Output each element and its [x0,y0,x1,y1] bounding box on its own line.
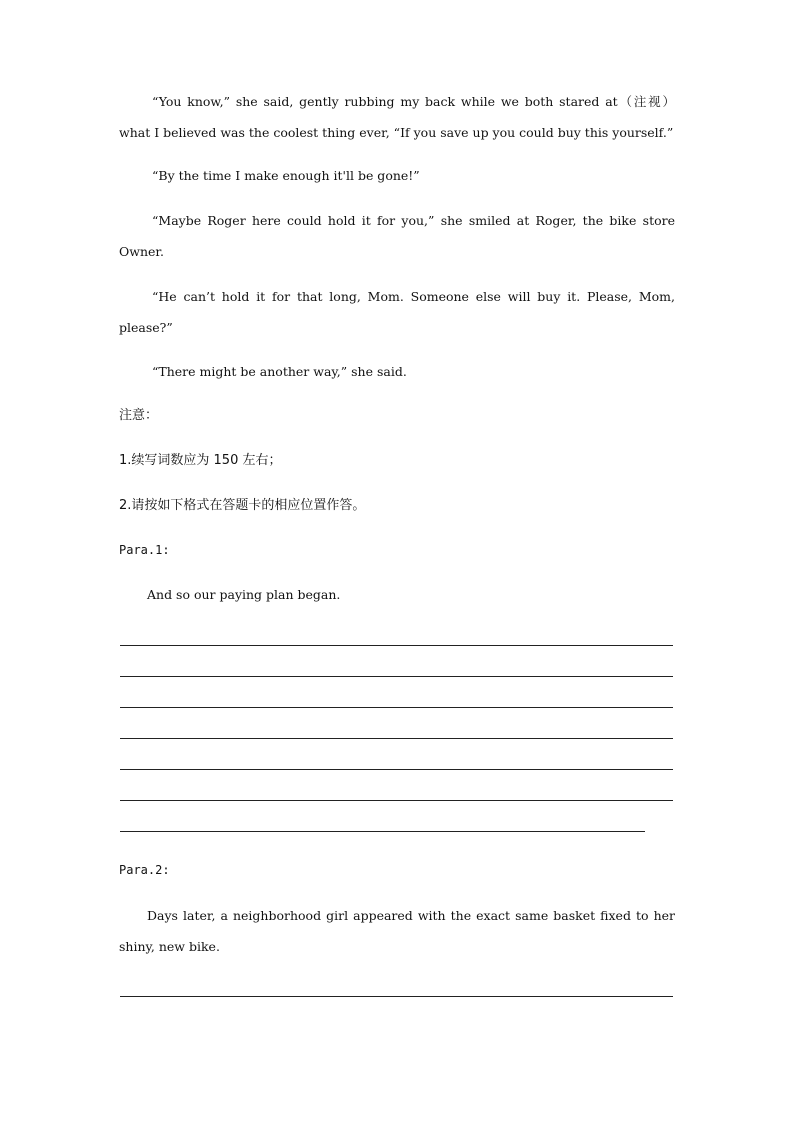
answer-line[interactable] [120,769,673,770]
story-paragraph-3: “Maybe Roger here could hold it for you,” she smiled at Roger, the bike store Owner. [119,213,675,259]
notes-item-2: 2.请按如下格式在答题卡的相应位置作答。 [119,498,366,513]
answer-line[interactable] [120,645,673,646]
answer-line[interactable] [120,800,673,801]
answer-line[interactable] [120,738,673,739]
answer-line[interactable] [120,831,645,832]
para2-opening-sentence: Days later, a neighborhood girl appeared with the exact same basket fixed to her shiny, new bike. [119,908,675,954]
story-paragraph-5: “There might be another way,” she said. [152,364,407,379]
answer-line[interactable] [120,996,673,997]
notes-heading: 注意： [119,408,159,423]
para2-label: Para.2: [119,863,170,877]
para1-opening-sentence: And so our paying plan began. [147,587,341,602]
answer-line[interactable] [120,707,673,708]
story-paragraph-4: “He can’t hold it for that long, Mom. Someone else will buy it. Please, Mom, please?” [119,289,675,335]
answer-line[interactable] [120,676,673,677]
story-paragraph-1: “You know,” she said, gently rubbing my back while we both stared at（注视）what I believed was the coolest thing ever, “If you save up you could buy this yourself.” [119,94,675,140]
notes-item-1: 1.续写词数应为 150 左右； [119,453,282,468]
story-paragraph-2: “By the time I make enough it'll be gone!” [152,168,420,183]
para1-label: Para.1: [119,543,170,557]
